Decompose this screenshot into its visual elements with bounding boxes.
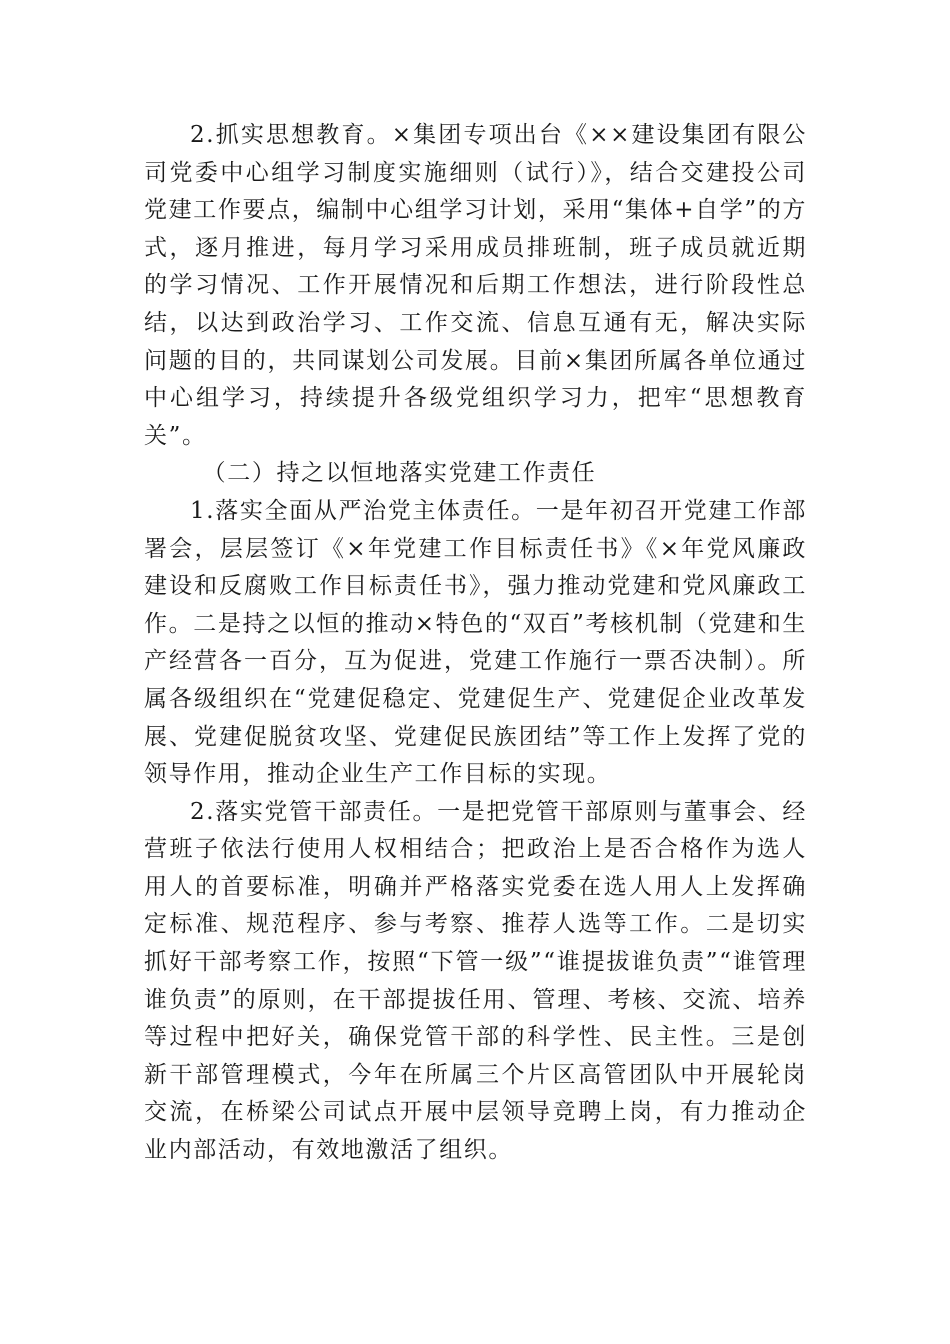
section-heading: （二）持之以恒地落实党建工作责任 xyxy=(202,460,597,487)
paragraph-party-governance: 1.落实全面从严治党主体责任。一是年初召开党建工作部署会，层层签订《×年党建工作目标责任书》《×年党风廉政建设和反腐败工作目标责任书》，强力推动党建和党风廉政工作。二是持之以恒的推动×特色的“双百”考核机制（党建和生产经营各一百分，互为促进，党建工作施行一票否决制）。所属各级组织在“党建促稳定、党建促生产、党建促企业改革发展、党建促脱贫攻坚、党建促民族团结”等工作上发挥了党的领导作用，推动企业生产工作目标的实现。 xyxy=(144,497,807,788)
document-body xyxy=(144,117,807,1170)
paragraph-ideological-education: 2.抓实思想教育。×集团专项出台《××建设集团有限公司党委中心组学习制度实施细则（试行）》，结合交建投公司党建工作要点，编制中心组学习计划，采用“集体+自学”的方式，逐月推进，每月学习采用成员排班制，班子成员就近期的学习情况、工作开展情况和后期工作想法，进行阶段性总结，以达到政治学习、工作交流、信息互通有无，解决实际问题的目的，共同谋划公司发展。目前×集团所属各单位通过中心组学习，持续提升各级党组织学习力，把牢“思想教育关”。 xyxy=(144,122,807,449)
paragraph-cadre-management: 2.落实党管干部责任。一是把党管干部原则与董事会、经营班子依法行使用人权相结合；把政治上是否合格作为选人用人的首要标准，明确并严格落实党委在选人用人上发挥确定标准、规范程序、参与考察、推荐人选等工作。二是切实抓好干部考察工作，按照“下管一级”“谁提拔谁负责”“谁管理谁负责”的原则，在干部提拔任用、管理、考核、交流、培养等过程中把好关，确保党管干部的科学性、民主性。三是创新干部管理模式，今年在所属三个片区高管团队中开展轮岗交流，在桥梁公司试点开展中层领导竞聘上岗，有力推动企业内部活动，有效地激活了组织。 xyxy=(144,798,807,1164)
